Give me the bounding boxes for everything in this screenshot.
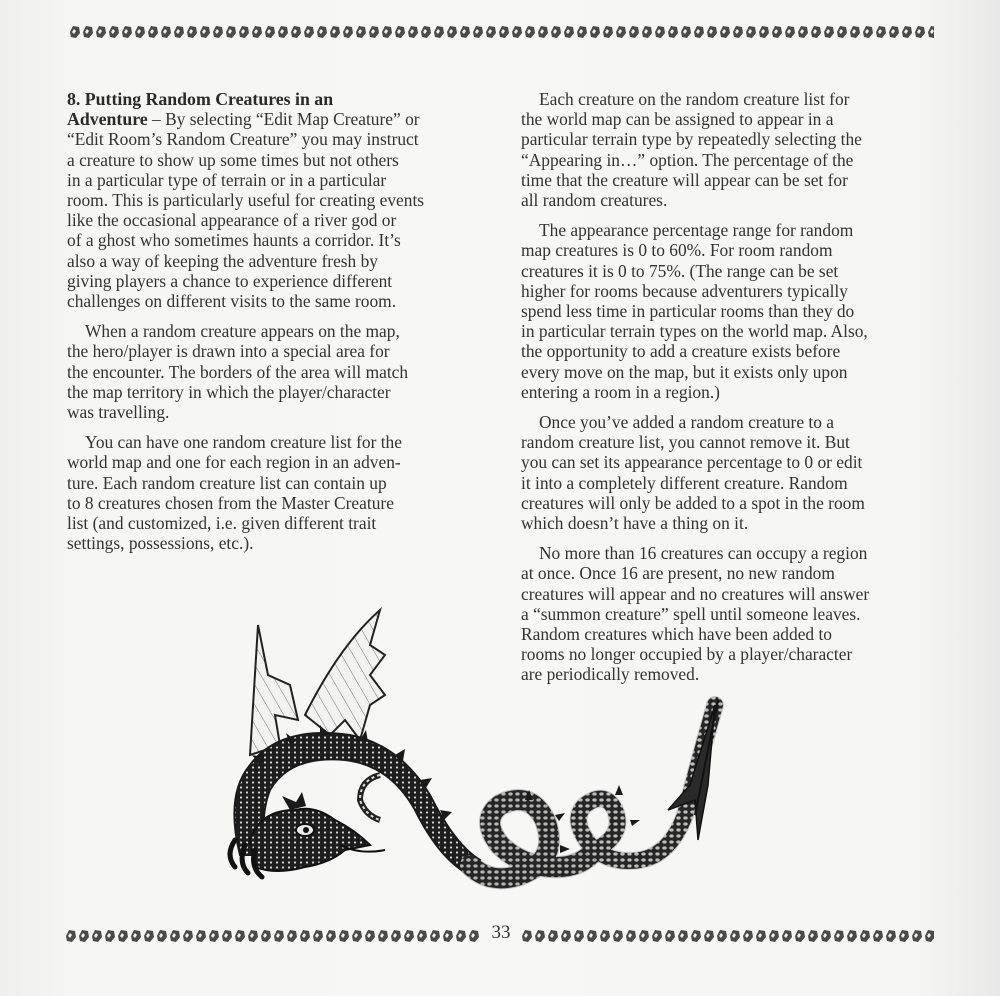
text-line: Once you’ve added a random creature to a: [539, 412, 835, 433]
text-line: list (and customized, i.e. given different trait: [67, 513, 377, 534]
section-heading-line-2: Adventure: [67, 109, 148, 130]
text-line: spend less time in particular rooms than they do: [521, 301, 855, 322]
text-line: to 8 creatures chosen from the Master Creature: [67, 492, 394, 513]
text-line: giving players a chance to experience different: [67, 270, 393, 291]
text-line: the map territory in which the player/character: [67, 381, 391, 402]
text-line: Each creature on the random creature list for: [539, 89, 850, 109]
text-line: at once. Once 16 are present, no new random: [521, 563, 835, 584]
text-line: a creature to show up some times but not others: [67, 149, 399, 170]
text-line: Random creatures which have been added to: [521, 624, 832, 645]
text-line: random creature list, you cannot remove it. But: [521, 432, 850, 453]
dragon-illustration: [220, 605, 740, 890]
text-line: like the occasional appearance of a river god or: [67, 210, 397, 231]
encounter-paragraph: [67, 321, 479, 422]
text-line: in particular terrain types on the world map. Also,: [521, 321, 868, 342]
text-line: map creatures is 0 to 60%. For room random: [521, 240, 833, 261]
text-line: the hero/player is drawn into a special area for: [67, 341, 390, 362]
text-line: The appearance percentage range for random: [539, 220, 854, 241]
percentage-range-paragraph: [521, 220, 933, 402]
text-line: are periodically removed.: [521, 664, 700, 685]
bottom-chain-border-right: [520, 928, 934, 944]
text-line: of a ghost who sometimes haunts a corridor. It’s: [67, 230, 401, 251]
text-line: the opportunity to add a creature exists before: [521, 341, 841, 362]
removal-paragraph: [521, 412, 933, 533]
left-column: [67, 89, 479, 563]
terrain-assignment-paragraph: [521, 89, 933, 210]
section-8-intro-paragraph: [67, 89, 479, 311]
bottom-chain-border-left: [64, 928, 482, 944]
text-line: particular terrain type by repeatedly selecting the: [521, 129, 862, 150]
text-line: you can set its appearance percentage to 0 or edit: [521, 452, 863, 473]
text-line: entering a room in a region.): [521, 381, 720, 402]
text-line: the encounter. The borders of the area will match: [67, 361, 409, 382]
text-line: creatures will only be added to a spot in the room: [521, 492, 865, 513]
text-line: “Appearing in…” option. The percentage of the: [521, 149, 854, 170]
text-line: in a particular type of terrain or in a particular: [67, 169, 387, 190]
text-line: room. This is particularly useful for creating events: [67, 190, 425, 211]
text-line: also a way of keeping the adventure fresh by: [67, 250, 378, 271]
text-line: a “summon creature” spell until someone leaves.: [521, 603, 861, 624]
text-line: ture. Each random creature list can contain up: [67, 472, 387, 493]
text-line: the world map can be assigned to appear in a: [521, 109, 834, 130]
text-line: rooms no longer occupied by a player/character: [521, 644, 853, 665]
text-line: – By selecting “Edit Map Creature” or: [147, 109, 420, 130]
section-heading-line-1: 8. Putting Random Creatures in an: [67, 89, 334, 109]
creature-list-paragraph: [67, 432, 479, 553]
text-line: it into a completely different creature. Random: [521, 472, 848, 493]
text-line: world map and one for each region in an adven-: [67, 452, 401, 473]
right-column: [521, 89, 933, 695]
text-line: was travelling.: [67, 402, 170, 423]
text-line: challenges on different visits to the same room.: [67, 291, 397, 312]
text-line: all random creatures.: [521, 190, 668, 211]
text-line: higher for rooms because adventurers typically: [521, 280, 848, 301]
page-number: 33: [491, 922, 511, 943]
text-line: creatures it is 0 to 75%. (The range can be set: [521, 260, 839, 281]
text-line: which doesn’t have a thing on it.: [521, 513, 749, 534]
text-line: time that the creature will appear can be set for: [521, 169, 848, 190]
text-line: every move on the map, but it exists only upon: [521, 361, 848, 382]
text-line: creatures will appear and no creatures will answer: [521, 583, 870, 604]
text-line: settings, possessions, etc.).: [67, 533, 254, 554]
text-line: You can have one random creature list for the: [85, 432, 402, 453]
top-chain-border: [68, 24, 934, 40]
text-line: No more than 16 creatures can occupy a region: [539, 543, 868, 564]
text-line: “Edit Room’s Random Creature” you may instruct: [67, 129, 419, 150]
text-line: When a random creature appears on the map,: [85, 321, 400, 342]
